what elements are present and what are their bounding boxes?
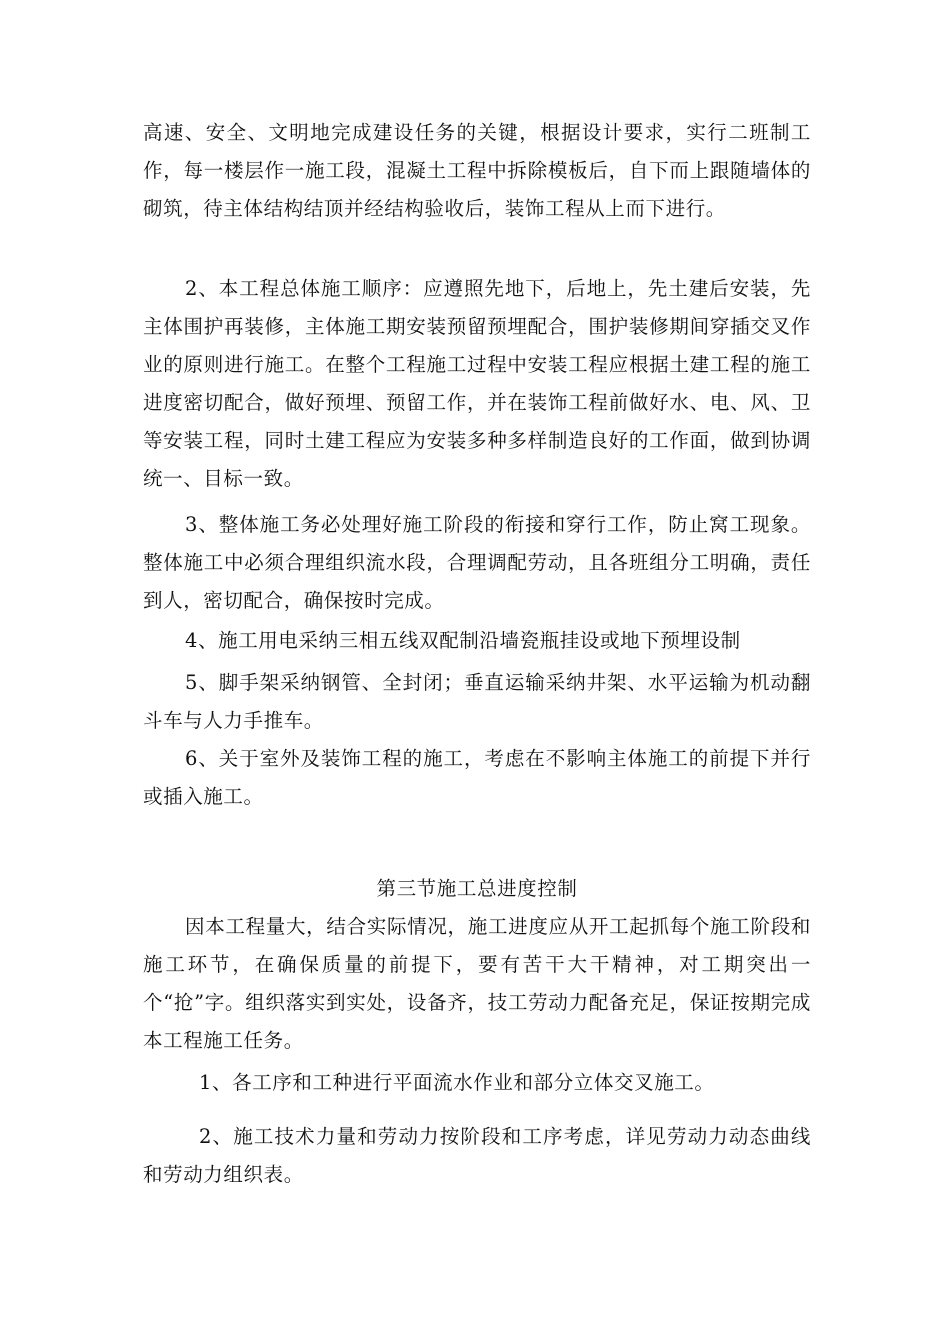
paragraph-sub-item-2: 2、施工技术力量和劳动力按阶段和工序考虑，详见劳动力动态曲线和劳动力组织表。 — [143, 1125, 811, 1186]
paragraph-intro: 因本工程量大，结合实际情况，施工进度应从开工起抓每个施工阶段和施工环节，在确保质量的前提下，要有苦干大干精神，对工期突出一个“抢”字。组织落实到实处，设备齐，技工劳动力配备充足，保证按期完成本工程施工任务。 — [143, 915, 811, 1052]
paragraph-item-2: 2、本工程总体施工顺序：应遵照先地下，后地上，先土建后安装，先主体围护再装修，主体施工期安装预留预埋配合，围护装修期间穿插交叉作业的原则进行施工。在整个工程施工过程中安装工程应根据土建工程的施工进度密切配合，做好预埋、预留工作，并在装饰工程前做好水、电、风、卫等安装工程，同时土建工程应为安装多种多样制造良好的工作面，做到协调统一、目标一致。 — [143, 277, 811, 490]
paragraph-item-3: 3、整体施工务必处理好施工阶段的衔接和穿行工作，防止窝工现象。整体施工中必须合理组织流水段，合理调配劳动，且各班组分工明确，责任到人，密切配合，确保按时完成。 — [143, 513, 811, 612]
paragraph-item-6: 6、关于室外及装饰工程的施工，考虑在不影响主体施工的前提下并行或插入施工。 — [143, 747, 811, 808]
section-heading: 第三节施工总进度控制 — [376, 877, 578, 900]
paragraph-item-4: 4、施工用电采纳三相五线双配制沿墙瓷瓶挂设或地下预埋设制 — [185, 629, 741, 652]
paragraph-continuation: 高速、安全、文明地完成建设任务的关键，根据设计要求，实行二班制工作，每一楼层作一施工段，混凝土工程中拆除模板后，自下而上跟随墙体的砌筑，待主体结构结顶并经结构验收后，装饰工程从上而下进行。 — [143, 121, 811, 220]
paragraph-sub-item-1: 1、各工序和工种进行平面流水作业和部分立体交叉施工。 — [199, 1071, 715, 1094]
paragraph-item-5: 5、脚手架采纳钢管、全封闭；垂直运输采纳井架、水平运输为机动翻斗车与人力手推车。 — [143, 671, 811, 732]
